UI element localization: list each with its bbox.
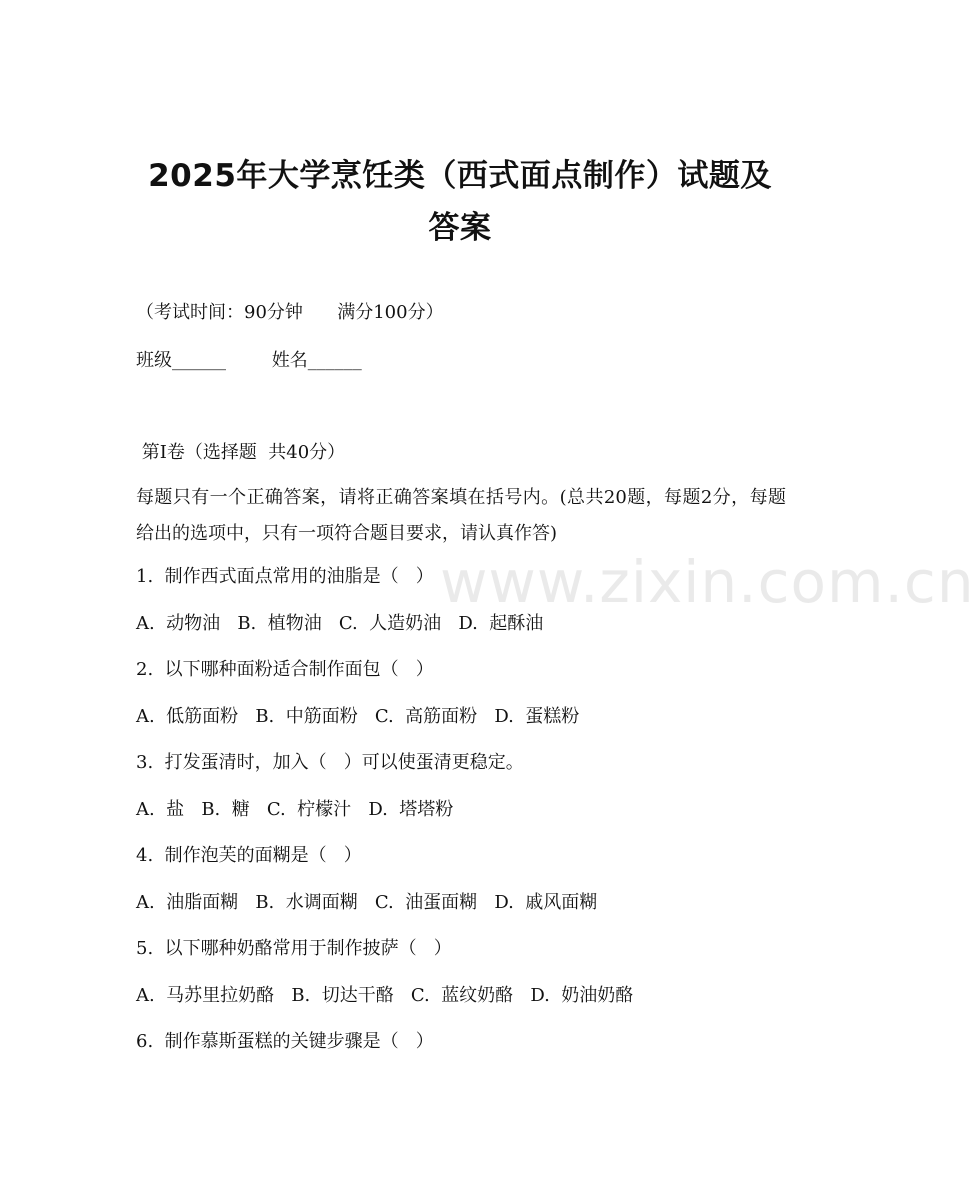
question-6-stem: 6. 制作慕斯蛋糕的关键步骤是（ ） — [136, 1031, 434, 1052]
exam-info: （考试时间：90分钟 满分100分） — [136, 302, 444, 323]
question-5-options: A. 马苏里拉奶酪 B. 切达干酪 C. 蓝纹奶酪 D. 奶油奶酪 — [136, 985, 634, 1006]
title-line-1: 2025年大学烹饪类（西式面点制作）试题及 — [148, 158, 772, 194]
question-2-options: A. 低筋面粉 B. 中筋面粉 C. 高筋面粉 D. 蛋糕粉 — [136, 706, 580, 727]
question-1-options: A. 动物油 B. 植物油 C. 人造奶油 D. 起酥油 — [136, 613, 544, 634]
question-2-stem: 2. 以下哪种面粉适合制作面包（ ） — [136, 659, 434, 680]
instructions: 每题只有一个正确答案，请将正确答案填在括号内。(总共20题，每题2分，每题给出的选项中，只有一项符合题目要求，请认真作答) — [136, 487, 786, 544]
title-line-2: 答案 — [428, 210, 492, 246]
page-title — [100, 150, 820, 254]
watermark: www.zixin.com.cn — [440, 548, 975, 616]
question-4-options: A. 油脂面糊 B. 水调面糊 C. 油蛋面糊 D. 戚风面糊 — [136, 892, 598, 913]
question-1-stem: 1. 制作西式面点常用的油脂是（ ） — [136, 566, 434, 587]
question-3-options: A. 盐 B. 糖 C. 柠檬汁 D. 塔塔粉 — [136, 799, 454, 820]
question-4-stem: 4. 制作泡芙的面糊是（ ） — [136, 845, 362, 866]
section-title: 第Ⅰ卷（选择题 共40分） — [136, 442, 346, 463]
question-3-stem: 3. 打发蛋清时，加入（ ）可以使蛋清更稳定。 — [136, 752, 524, 773]
class-name-line: 班级______ 姓名______ — [136, 350, 362, 371]
question-5-stem: 5. 以下哪种奶酪常用于制作披萨（ ） — [136, 938, 452, 959]
